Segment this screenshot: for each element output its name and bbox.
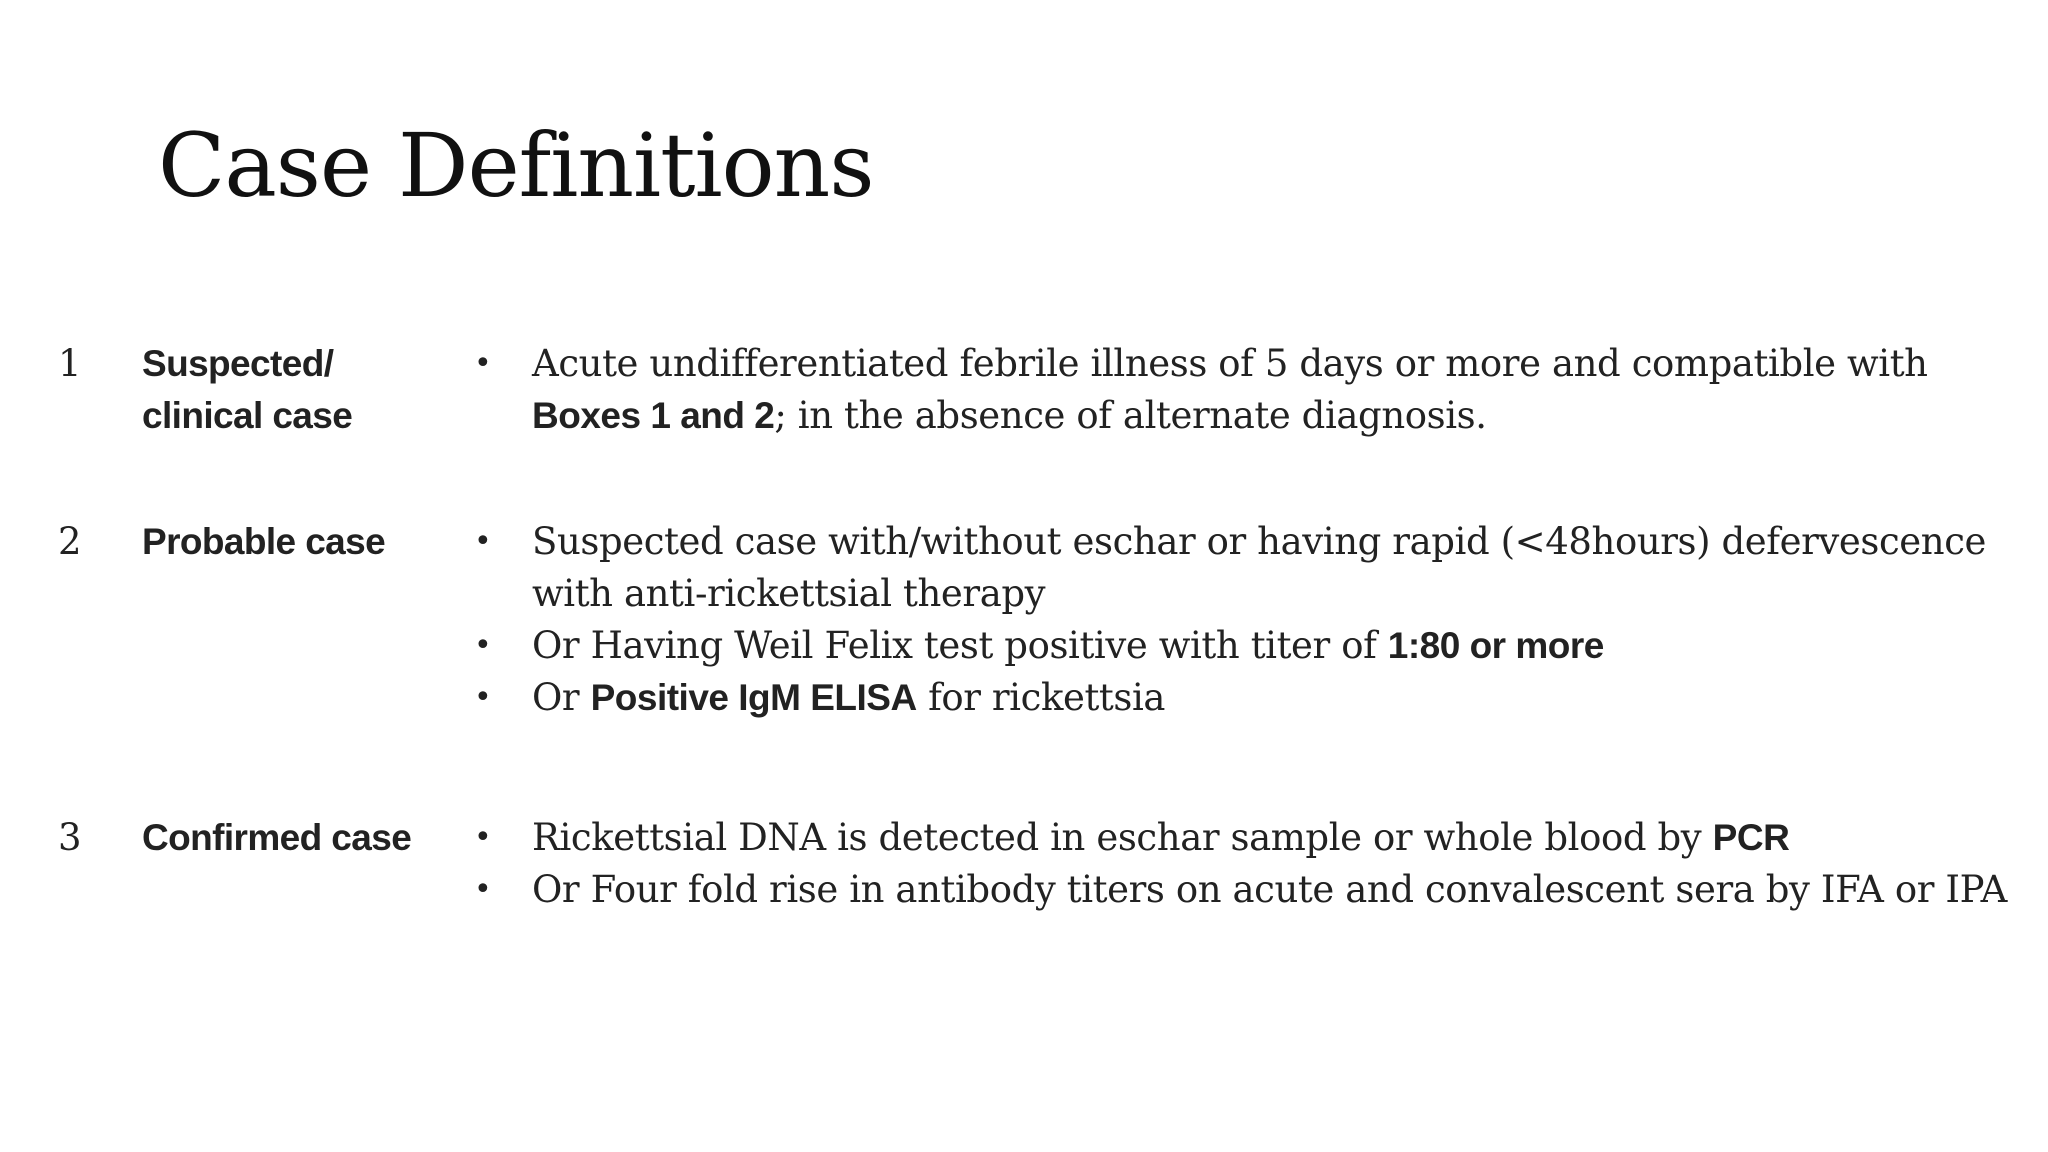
bullet-item — [460, 812, 2020, 864]
bullet-icon: • — [474, 680, 492, 715]
bullet-list — [460, 516, 2020, 724]
case-label — [142, 338, 452, 442]
case-label: Confirmed case — [142, 817, 412, 858]
bullet-item — [460, 672, 2020, 724]
bullet-item — [460, 338, 2020, 442]
slide-title: Case Definitions — [158, 114, 874, 217]
bullet-text: ; in the absence of alternate diagnosis. — [774, 394, 1487, 437]
bullet-item — [460, 864, 2020, 916]
bullet-bold-text: Boxes 1 and 2 — [532, 395, 775, 436]
bullet-list — [460, 812, 2020, 916]
bullet-item — [460, 620, 2020, 672]
bullet-bold-text: PCR — [1712, 817, 1790, 858]
bullet-list — [460, 338, 2020, 442]
bullet-text: Or Having Weil Felix test positive with titer of — [532, 624, 1388, 667]
bullet-icon: • — [474, 872, 492, 907]
bullet-bold-text: Positive IgM ELISA — [590, 677, 917, 718]
bullet-text: Suspected case with/without eschar or having rapid (<48hours) defervescence with anti-rickettsial therapy — [532, 520, 1987, 615]
bullet-icon: • — [474, 820, 492, 855]
bullet-icon: • — [474, 346, 492, 381]
bullet-icon: • — [474, 524, 492, 559]
bullet-bold-text: 1:80 or more — [1387, 625, 1604, 666]
bullet-text: Or Four fold rise in antibody titers on acute and convalescent sera by IFA or IPA — [532, 868, 2008, 911]
bullet-item — [460, 516, 2020, 620]
bullet-text: Acute undifferentiated febrile illness of 5 days or more and compatible with — [532, 342, 1928, 385]
case-number: 2 — [58, 520, 82, 563]
case-label-line: Suspected/ — [142, 343, 334, 384]
case-number: 3 — [58, 816, 82, 859]
case-number: 1 — [58, 342, 82, 385]
bullet-text: Rickettsial DNA is detected in eschar sample or whole blood by — [532, 816, 1713, 859]
case-label-line: clinical case — [142, 395, 353, 436]
case-label: Probable case — [142, 521, 386, 562]
bullet-text: Or — [532, 676, 591, 719]
bullet-icon: • — [474, 628, 492, 663]
bullet-text: for rickettsia — [916, 676, 1166, 719]
